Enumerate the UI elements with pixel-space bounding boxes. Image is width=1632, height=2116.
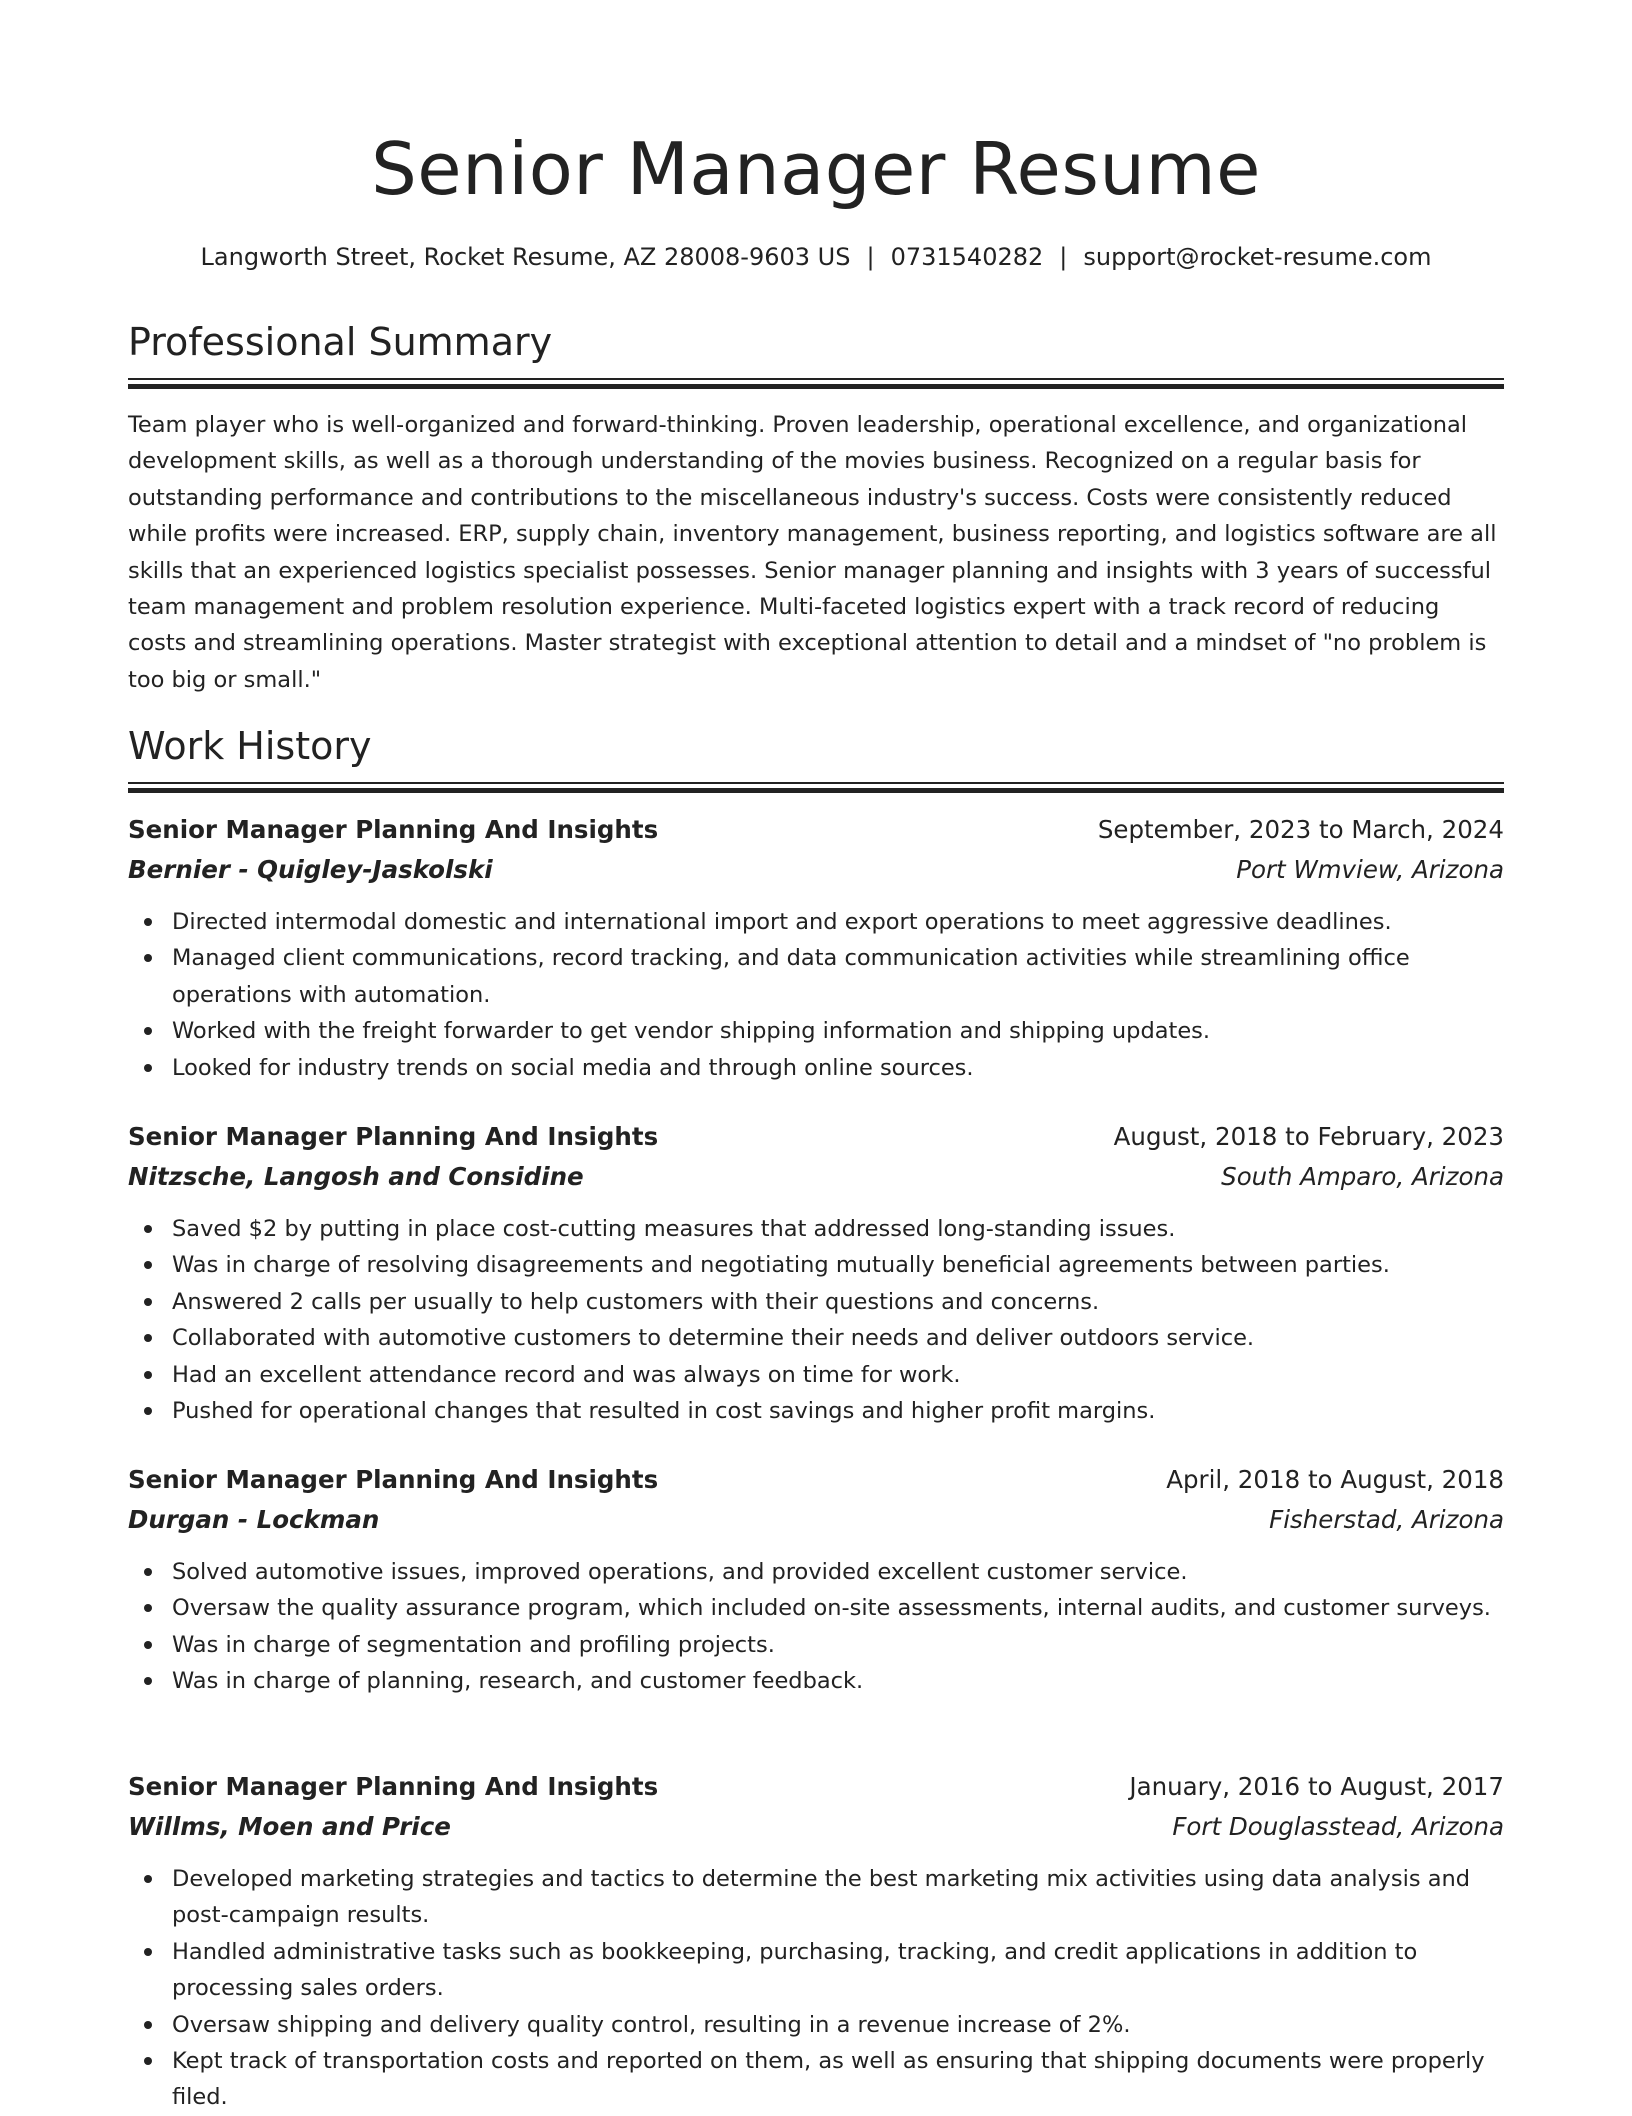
contact-address: Langworth Street, Rocket Resume, AZ 28008-9603 US bbox=[200, 243, 851, 271]
job-bullet: Was in charge of resolving disagreements and negotiating mutually beneficial agreements between parties. bbox=[128, 1247, 1504, 1283]
job-bullet: Managed client communications, record tracking, and data communication activities while streamlining office operations with automation. bbox=[128, 940, 1504, 1013]
job-bullet: Had an excellent attendance record and was always on time for work. bbox=[128, 1357, 1504, 1393]
job-bullet: Was in charge of planning, research, and customer feedback. bbox=[128, 1663, 1504, 1699]
job-bullet-list bbox=[128, 1554, 1504, 1700]
job-bullet: Oversaw the quality assurance program, which included on-site assessments, internal audits, and customer surveys. bbox=[128, 1590, 1504, 1626]
bullet-dot-icon bbox=[144, 1064, 152, 1072]
bullet-dot-icon bbox=[144, 1948, 152, 1956]
bullet-dot-icon bbox=[144, 1677, 152, 1685]
job-bullet-list bbox=[128, 1861, 1504, 2116]
bullet-dot-icon bbox=[144, 2057, 152, 2065]
job-entry bbox=[128, 1767, 1504, 2116]
job-bullet: Looked for industry trends on social media and through online sources. bbox=[128, 1050, 1504, 1086]
job-title: Senior Manager Planning And Insights bbox=[128, 815, 659, 844]
bullet-dot-icon bbox=[144, 1027, 152, 1035]
job-title: Senior Manager Planning And Insights bbox=[128, 1772, 659, 1801]
job-entry bbox=[128, 1117, 1504, 1429]
job-location: South Amparo, Arizona bbox=[1221, 1162, 1504, 1191]
contact-separator: | bbox=[866, 243, 875, 271]
job-bullet: Pushed for operational changes that resulted in cost savings and higher profit margins. bbox=[128, 1393, 1504, 1429]
bullet-dot-icon bbox=[144, 1568, 152, 1576]
bullet-dot-icon bbox=[144, 1334, 152, 1342]
job-bullet: Directed intermodal domestic and international import and export operations to meet aggressive deadlines. bbox=[128, 904, 1504, 940]
job-bullet: Saved $2 by putting in place cost-cutting measures that addressed long-standing issues. bbox=[128, 1211, 1504, 1247]
contact-separator: | bbox=[1059, 243, 1068, 271]
job-location: Fort Douglasstead, Arizona bbox=[1172, 1812, 1504, 1841]
job-bullet: Handled administrative tasks such as bookkeeping, purchasing, tracking, and credit applications in addition to processing sales orders. bbox=[128, 1934, 1504, 2007]
bullet-dot-icon bbox=[144, 1641, 152, 1649]
job-entry bbox=[128, 1460, 1504, 1700]
summary-heading: Professional Summary bbox=[128, 320, 553, 364]
bullet-dot-icon bbox=[144, 1261, 152, 1269]
contact-phone: 0731540282 bbox=[890, 243, 1044, 271]
job-company: Durgan - Lockman bbox=[128, 1505, 380, 1534]
job-bullet: Kept track of transportation costs and reported on them, as well as ensuring that shipping documents were properly filed. bbox=[128, 2043, 1504, 2116]
job-location: Port Wmview, Arizona bbox=[1236, 855, 1504, 884]
bullet-dot-icon bbox=[144, 2021, 152, 2029]
contact-line bbox=[128, 237, 1504, 277]
bullet-dot-icon bbox=[144, 918, 152, 926]
job-dates: April, 2018 to August, 2018 bbox=[1166, 1465, 1504, 1494]
job-company: Nitzsche, Langosh and Considine bbox=[128, 1162, 584, 1191]
bullet-dot-icon bbox=[144, 954, 152, 962]
summary-divider bbox=[128, 378, 1504, 388]
work-history-heading: Work History bbox=[128, 724, 372, 768]
resume-page bbox=[128, 0, 1504, 2112]
job-entry bbox=[128, 810, 1504, 1086]
job-title: Senior Manager Planning And Insights bbox=[128, 1122, 659, 1151]
resume-title: Senior Manager Resume bbox=[371, 127, 1261, 211]
bullet-dot-icon bbox=[144, 1407, 152, 1415]
bullet-dot-icon bbox=[144, 1604, 152, 1612]
work-history-divider bbox=[128, 782, 1504, 792]
job-bullet: Answered 2 calls per usually to help customers with their questions and concerns. bbox=[128, 1284, 1504, 1320]
job-bullet: Was in charge of segmentation and profiling projects. bbox=[128, 1627, 1504, 1663]
job-dates: January, 2016 to August, 2017 bbox=[1129, 1772, 1504, 1801]
job-company: Bernier - Quigley-Jaskolski bbox=[128, 855, 493, 884]
bullet-dot-icon bbox=[144, 1298, 152, 1306]
job-bullet-list bbox=[128, 904, 1504, 1086]
job-bullet: Collaborated with automotive customers to determine their needs and deliver outdoors service. bbox=[128, 1320, 1504, 1356]
bullet-dot-icon bbox=[144, 1875, 152, 1883]
job-bullet: Developed marketing strategies and tactics to determine the best marketing mix activities using data analysis and post-campaign results. bbox=[128, 1861, 1504, 1934]
job-dates: August, 2018 to February, 2023 bbox=[1113, 1122, 1504, 1151]
job-title: Senior Manager Planning And Insights bbox=[128, 1465, 659, 1494]
job-bullet: Worked with the freight forwarder to get vendor shipping information and shipping updates. bbox=[128, 1013, 1504, 1049]
job-company: Willms, Moen and Price bbox=[128, 1812, 451, 1841]
job-dates: September, 2023 to March, 2024 bbox=[1097, 815, 1504, 844]
contact-email: support@rocket-resume.com bbox=[1083, 243, 1432, 271]
job-bullet: Oversaw shipping and delivery quality control, resulting in a revenue increase of 2%. bbox=[128, 2007, 1504, 2043]
job-location: Fisherstad, Arizona bbox=[1269, 1505, 1504, 1534]
job-bullet: Solved automotive issues, improved operations, and provided excellent customer service. bbox=[128, 1554, 1504, 1590]
job-bullet-list bbox=[128, 1211, 1504, 1429]
bullet-dot-icon bbox=[144, 1225, 152, 1233]
bullet-dot-icon bbox=[144, 1371, 152, 1379]
summary-text: Team player who is well-organized and forward-thinking. Proven leadership, operational excellence, and organizational development skills, as well as a thorough understanding of the movies business. Recognized on a regular basis for outstanding performance and contributions to the miscellaneous industry's success. Costs were consistently reduced while profits were increased. ERP, supply chain, inventory management, business reporting, and logistics software are all skills that an experienced logistics specialist possesses. Senior manager planning and insights with 3 years of successful team management and problem resolution experience. Multi-faceted logistics expert with a track record of reducing costs and streamlining operations. Master strategist with exceptional attention to detail and a mindset of "no problem is too big or small." bbox=[128, 412, 1497, 693]
